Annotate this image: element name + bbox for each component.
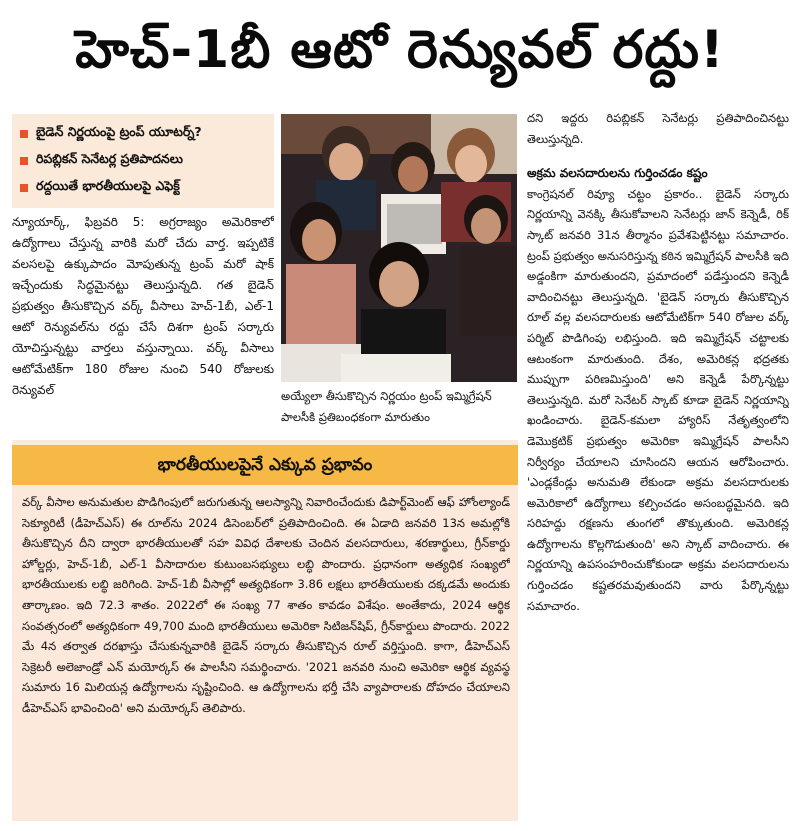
highlights-box [12,114,274,208]
headline: హెచ్-1బీ ఆటో రెన్యువల్ రద్దు! [75,20,725,80]
left-column-text: న్యూయార్క్, ఫిబ్రవరి 5: అగ్రరాజ్యం అమెరికాలో ఉద్యోగాలు చేస్తున్న వారికి మరో చేదు వార్త. ఇప్పటికే వలసలపై ఉక్కుపాదం మోపుతున్న ట్రంప్ మరో షాక్ ఇచ్చేందుకు సిద్ధమైనట్టు తెలుస్తున్నది. గత బైడెన్ ప్రభుత్వం తీసుకొచ్చిన వర్క్ వీసాలు హెచ్-1బీ, ఎల్-1 ఆటో రెన్యువల్‌ను రద్దు చేసే దిశగా ట్రంప్ సర్కారు యోచిస్తున్నట్టు వార్తలు వస్తున్నాయి. వర్క్ వీసాలు ఆటోమేటిక్‌గా 180 రోజుల నుంచి 540 రోజులకు రెన్యువల్ [12,215,274,397]
bullet-marker-icon [20,184,28,192]
highlight-item [20,147,266,174]
right-column-intro: దని ఇద్దరు రిపబ్లికన్ సెనేటర్లు ప్రతిపాదించినట్టు తెలుస్తున్నది. [527,111,789,146]
highlight-item [20,120,266,147]
right-column-body: కాంగ్రెషనల్ రివ్యూ చట్టం ప్రకారం.. బైడెన్ సర్కారు నిర్ణయాన్ని వెనక్కి తీసుకోవాలని సెనేటర్లు జాన్ కెన్నెడీ, రిక్ స్కాట్ జనవరి 31న తీర్మానం ప్రవేశపెట్టినట్టు సమాచారం. ట్రంప్ ప్రభుత్వం అనుసరిస్తున్న కఠిన ఇమ్మిగ్రేషన్ పాలసీకి ఇది అడ్డంకిగా మారుతుందని, ప్రమాదంలో పడేస్తుందని కెన్నెడీ వాదించినట్టు తెలుస్తున్నది. 'బైడెన్ సర్కారు తీసుకొచ్చిన రూల్ వల్ల వలసదారులకు ఆటోమేటిక్‌గా 540 రోజుల వర్క్ పర్మిట్ పొడిగింపు లభిస్తుంది. ఇది ఇమ్మిగ్రేషన్ చట్టాలకు ఆటంకంగా మారుతుంది. దేశం, అమెరికన్ల భద్రతకు ముప్పుగా పరిణమిస్తుంది' అని కెన్నెడీ పేర్కొన్నట్టు తెలుస్తున్నది. మరో సెనేటర్ స్కాట్ కూడా బైడెన్ నిర్ణయాన్ని ఖండించారు. బైడెన్-కమలా హ్యారిస్ నేతృత్వంలోని డెమొక్రటిక్ ప్రభుత్వం అమెరికా ఇమ్మిగ్రేషన్ పాలసీని నిర్వీర్యం చేయాలని చూసిందని ఆయన ఆరోపించారు. 'ఎండ్లకేండ్లు అనుమతి లేకుండా అక్రమ వలసదారులకు అమెరికాలో ఉద్యోగాలు కల్పించడం అసంబద్ధమైనది. ఇది సరిహద్దు రక్షణను తుంగలో తొక్కుతుంది. అమెరికన్ల ఉద్యోగాలను కొల్లగొడుతుంది' అని స్కాట్ వాదించారు. ఈ నిర్ణయాన్ని ఉపసంహరించుకోకుండా అక్రమ వలసదారులను గుర్తించడం కష్టతరమవుతుందని వారు పేర్కొన్నట్టు సమాచారం. [527,186,789,613]
highlight-item [20,174,266,201]
impact-section-body: వర్క్ వీసాల అనుమతుల పొడిగింపులో జరుగుతున్న ఆలస్యాన్ని నివారించేందుకు డిపార్ట్‌మెంట్ ఆఫ్ హోంల్యాండ్ సెక్యూరిటీ (డీహెచ్ఎస్) ఈ రూల్‌ను 2024 డిసెంబర్‌లో ప్రతిపాదించింది. ఈ ఏడాది జనవరి 13న అమల్లోకి తీసుకొచ్చిన దీని ద్వారా భారతీయులతో సహ వివిధ దేశాలకు చెందిన వలసదారులు, శరణార్థులు, గ్రీన్‌కార్డు హోల్డర్లు, హెచ్-1బీ, ఎల్-1 వీసాదారుల కుటుంబసభ్యులు లబ్ధి పొందారు. ప్రధానంగా అత్యధిక సంఖ్యలో భారతీయులకు లబ్ధి జరిగింది. హెచ్-1బీ వీసాల్లో అత్యధికంగా 3.86 లక్షలు భారతీయులకు దక్కడమే అందుకు తార్కాణం. ఇది 72.3 శాతం. 2022లో ఈ సంఖ్య 77 శాతం కావడం విశేషం. అంతేకాదు, 2024 ఆర్థిక సంవత్సరంలో అత్యధికంగా 49,700 మంది భారతీయులు అమెరికా సిటిజన్‌షిప్, గ్రీన్‌కార్డులు పొందారు. 2022 మే 4న తర్వాత దరఖాస్తు చేసుకున్నవారికి బైడెన్ సర్కారు తీసుకొచ్చిన రూల్ వర్తిస్తుంది. కాగా, డీహెచ్ఎస్ సెక్రెటరీ అలెజాండ్రో ఎన్ మయోర్కస్ ఈ పాలసీని సమర్థించారు. '2021 జనవరి నుంచి అమెరికా ఆర్థిక వ్యవస్థ సుమారు 16 మిలియన్ల ఉద్యోగాలను సృష్టించింది. ఆ ఉద్యోగాలను భర్తీ చేసి వ్యాపారాలకు దోహదం చేయాలని డీహెచ్ఎస్ భావించింది' అని మయోర్కస్ తెలిపారు. [22,495,510,715]
bullet-marker-icon [20,130,28,138]
right-column-subhead: అక్రమ వలసదారులను గుర్తించడం కష్టం [527,166,708,181]
right-column [527,108,789,824]
highlight-text: బైడెన్ నిర్ణయంపై ట్రంప్ యూటర్న్? [36,124,202,139]
highlight-text: రద్దయితే భారతీయులపై ఎఫెక్ట్ [36,178,180,193]
impact-section-title: భారతీయులపైనే ఎక్కువ ప్రభావం [12,445,518,485]
highlight-text: రిపబ్లికన్ సెనేటర్ల ప్రతిపాదనలు [36,151,183,166]
bullet-marker-icon [20,157,28,165]
students-photo [281,114,517,382]
photo-caption: అయ్యేలా తీసుకొచ్చిన నిర్ణయం ట్రంప్ ఇమ్మిగ్రేషన్ పాలసీకి ప్రతిబంధకంగా మారుతుం [281,389,492,424]
